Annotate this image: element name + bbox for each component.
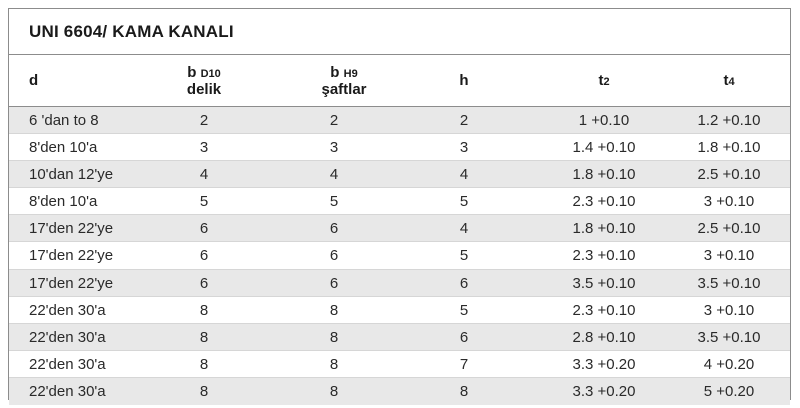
table-row [9,215,790,242]
keyway-table [8,8,791,400]
cell-t4: 5 +0.20 [703,382,755,400]
cell-b-bore: 8 [199,355,209,373]
cell-b-shaft: 4 [329,166,339,184]
table-row [9,161,790,188]
header-b-shaft-line1: b H9 [330,63,358,81]
table-body [9,107,790,405]
table-row [9,351,790,378]
cell-t2: 1.4 +0.10 [572,139,636,157]
cell-t2: 1.8 +0.10 [572,166,636,184]
cell-h: 8 [459,382,469,400]
cell-b-bore: 4 [199,166,209,184]
cell-h: 4 [459,166,469,184]
cell-b-bore: 2 [199,112,209,129]
cell-d: 22'den 30'a [29,328,106,346]
table-row [9,242,790,269]
cell-b-shaft: 6 [329,247,339,265]
cell-t2: 2.8 +0.10 [572,328,636,346]
cell-h: 5 [459,247,469,265]
header-t4-label: t4 [723,71,735,89]
header-b-bore-line2: delik [186,80,222,98]
cell-b-shaft: 2 [329,112,339,129]
cell-d: 17'den 22'ye [29,220,114,238]
header-t4 [654,55,800,107]
cell-b-bore: 6 [199,274,209,292]
cell-b-shaft: 5 [329,193,339,211]
cell-h: 6 [459,274,469,292]
cell-d: 17'den 22'ye [29,247,114,265]
cell-b-bore: 8 [199,301,209,319]
cell-h: 6 [459,328,469,346]
cell-t2: 1 +0.10 [578,112,630,129]
table-header [9,55,790,107]
header-h [409,55,519,107]
cell-b-shaft: 6 [329,274,339,292]
cell-t2: 2.3 +0.10 [572,193,636,211]
cell-t4: 3 +0.10 [703,193,755,211]
cell-t4: 4 +0.20 [703,355,755,373]
cell-d: 17'den 22'ye [29,274,114,292]
table-title: UNI 6604/ KAMA KANALI [9,9,790,55]
cell-t2: 3.5 +0.10 [572,274,636,292]
table-row [9,378,790,405]
cell-d: 22'den 30'a [29,301,106,319]
cell-h: 5 [459,301,469,319]
header-t2-label: t2 [598,71,610,89]
cell-b-bore: 5 [199,193,209,211]
table-row [9,297,790,324]
cell-d: 22'den 30'a [29,382,106,400]
cell-t2: 1.8 +0.10 [572,220,636,238]
cell-b-bore: 8 [199,382,209,400]
cell-t4: 1.8 +0.10 [697,139,761,157]
header-b-shaft [289,55,399,107]
header-h-label: h [459,72,469,89]
table-row [9,324,790,351]
cell-d: 22'den 30'a [29,355,106,373]
cell-h: 5 [459,193,469,211]
table-row [9,107,790,134]
cell-d: 8'den 10'a [29,139,98,157]
cell-t4: 3 +0.10 [703,247,755,265]
header-d [29,55,69,107]
cell-t4: 1.2 +0.10 [697,112,761,129]
cell-b-shaft: 6 [329,220,339,238]
cell-h: 2 [459,112,469,129]
cell-d: 8'den 10'a [29,193,98,211]
cell-b-shaft: 8 [329,382,339,400]
cell-t4: 2.5 +0.10 [697,220,761,238]
header-b-bore-line1: b D10 [187,63,221,81]
header-b-bore [149,55,259,107]
cell-t4: 3.5 +0.10 [697,328,761,346]
header-d-label: d [29,72,39,89]
cell-t4: 2.5 +0.10 [697,166,761,184]
cell-d: 6 'dan to 8 [29,112,99,129]
cell-b-bore: 8 [199,328,209,346]
cell-t4: 3 +0.10 [703,301,755,319]
table-row [9,188,790,215]
cell-t2: 3.3 +0.20 [572,382,636,400]
header-b-shaft-line2: şaftlar [321,80,367,98]
cell-t2: 2.3 +0.10 [572,301,636,319]
cell-t4: 3.5 +0.10 [697,274,761,292]
cell-t2: 3.3 +0.20 [572,355,636,373]
cell-b-shaft: 8 [329,301,339,319]
table-row [9,270,790,297]
cell-b-shaft: 8 [329,355,339,373]
cell-b-shaft: 8 [329,328,339,346]
cell-h: 3 [459,139,469,157]
cell-h: 7 [459,355,469,373]
cell-b-bore: 6 [199,220,209,238]
cell-b-bore: 6 [199,247,209,265]
cell-d: 10'dan 12'ye [29,166,114,184]
cell-t2: 2.3 +0.10 [572,247,636,265]
cell-h: 4 [459,220,469,238]
cell-b-shaft: 3 [329,139,339,157]
table-row [9,134,790,161]
cell-b-bore: 3 [199,139,209,157]
